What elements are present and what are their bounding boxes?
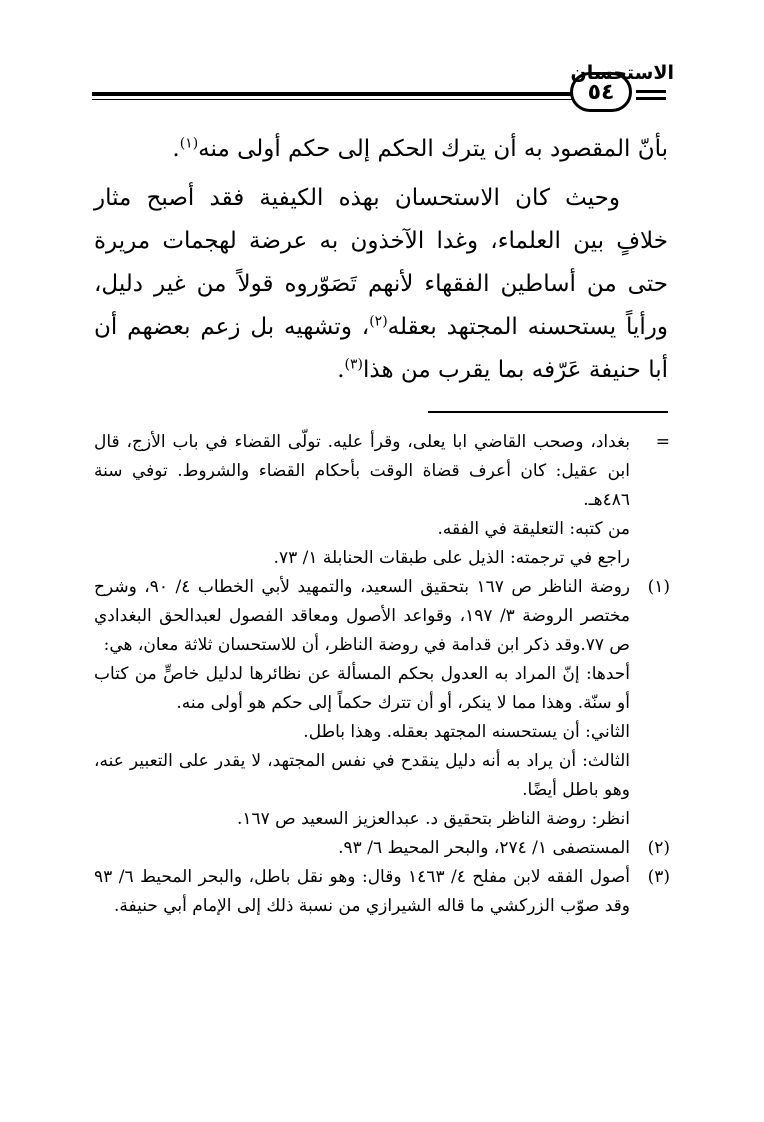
paragraph-2 xyxy=(94,177,668,392)
footnote-2-marker: (٢) xyxy=(647,838,670,858)
footnote-line: المستصفى ١/ ٢٧٤، والبحر المحيط ٦/ ٩٣. xyxy=(338,838,630,858)
footnote-continuation xyxy=(94,428,670,573)
paragraph-2-text-b: ، وتشهيه بل زعم بعضهم أن أبا حنيفة عَرّفه بما يقرب من هذا xyxy=(94,314,668,383)
footnote-line: انظر: روضة الناظر بتحقيق د. عبدالعزيز السعيد ص ١٦٧. xyxy=(236,809,630,829)
header-rule-thick xyxy=(92,92,572,96)
footnote-separator xyxy=(428,411,668,413)
footnote-line: بغداد، وصحب القاضي ابا يعلى، وقرأ عليه. تولّى القضاء في باب الأزج، قال ابن عقيل: كان أعرف قضاة الوقت بأحكام القضاء والشروط. توفي سنة ٤٨٦هـ. xyxy=(94,432,630,510)
footnote-line: من كتبه: التعليقة في الفقه. xyxy=(437,519,630,539)
footnote-line: الثالث: أن يراد به أنه دليل ينقدح في نفس المجتهد، لا يقدر على التعبير عنه، وهو باطل أيضًا. xyxy=(94,751,630,800)
paragraph-1 xyxy=(94,128,668,171)
footnote-ref-1[interactable]: (١) xyxy=(179,135,199,152)
footnote-line: الثاني: أن يستحسنه المجتهد بعقله. وهذا باطل. xyxy=(303,722,630,742)
continuation-marker: = xyxy=(655,432,670,452)
paragraph-2-text-a: وحيث كان الاستحسان بهذه الكيفية فقد أصبح مثار خلافٍ بين العلماء، وغدا الآخذون به عرضة لهجمات مريرة حتى من أساطين الفقهاء لأنهم تَصَوّروه قولاً من غير دليل، ورأياً يستحسنه المجتهد بعقله xyxy=(94,185,668,340)
page-header xyxy=(0,0,764,110)
footnote-ref-3[interactable]: (٣) xyxy=(344,356,364,373)
footnote-line: راجع في ترجمته: الذيل على طبقات الحنابلة ١/ ٧٣. xyxy=(273,548,630,568)
footnote-3-marker: (٣) xyxy=(647,867,670,887)
footnote-line: روضة الناظر ص ١٦٧ بتحقيق السعيد، والتمهيد لأبي الخطاب ٤/ ٩٠، وشرح مختصر الروضة ٣/ ١٩٧، وقواعد الأصول ومعاقد الفصول لعبدالحق البغدادي ص ٧٧.وقد ذكر ابن قدامة في روضة الناظر، أن للاستحسان ثلاثة معان، هي: xyxy=(94,577,631,655)
footnote-2 xyxy=(94,834,670,863)
footnote-1 xyxy=(94,573,670,834)
header-rule-right-2 xyxy=(636,97,666,100)
paragraph-1-end: . xyxy=(172,136,180,162)
paragraph-1-text: بأنّ المقصود به أن يترك الحكم إلى حكم أولى منه xyxy=(198,136,668,162)
page-number-badge: ٥٤ xyxy=(570,72,632,112)
footnote-ref-2[interactable]: (٢) xyxy=(369,313,388,330)
main-text xyxy=(94,128,668,392)
footnote-1-marker: (١) xyxy=(647,577,670,597)
footnote-3 xyxy=(94,863,670,921)
header-rule-right-1 xyxy=(636,90,666,93)
footnote-line: أحدها: إنّ المراد به العدول بحكم المسألة عن نظائرها لدليل خاصٍّ من كتاب أو سنّة. وهذا مما لا ينكر، أو أن تترك حكماً إلى حكم هو أولى منه. xyxy=(94,664,630,713)
footnotes xyxy=(94,428,670,921)
running-title: الاستحسان xyxy=(570,62,674,84)
footnote-line: أصول الفقه لابن مفلح ٤/ ١٤٦٣ وقال: وهو نقل باطل، والبحر المحيط ٦/ ٩٣ وقد صوّب الزركشي ما قاله الشيرازي من نسبة ذلك إلى الإمام أبي حنيفة. xyxy=(94,867,630,916)
paragraph-2-end: . xyxy=(337,357,345,383)
header-rule-thin xyxy=(92,99,572,100)
